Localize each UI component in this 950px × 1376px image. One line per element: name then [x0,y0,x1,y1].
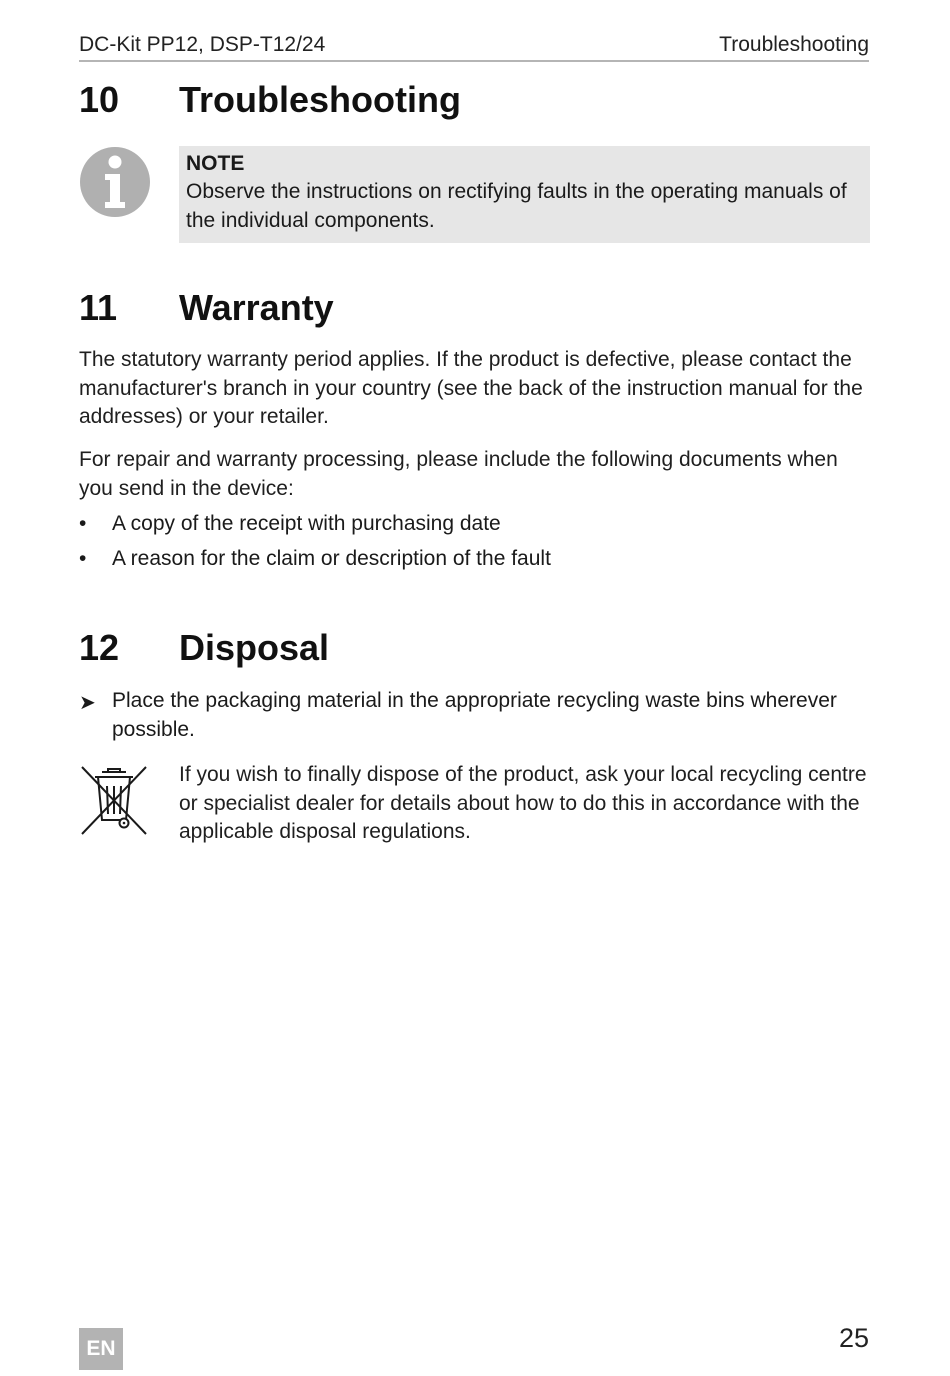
list-item-text: A copy of the receipt with purchasing date [112,512,501,535]
warranty-paragraph-1: The statutory warranty period applies. If the product is defective, please contact the manufacturer's branch in your country (see the back of the instruction manual for the addresses) or your retailer. [79,348,863,428]
header-chapter: Troubleshooting [719,33,869,56]
arrow-right-icon: ➤ [79,692,96,714]
heading-title: Troubleshooting [179,79,461,120]
heading-number: 12 [79,627,120,668]
bullet-icon: • [79,547,87,570]
crossed-bin-icon [80,764,148,836]
language-badge: EN [79,1328,123,1370]
warranty-paragraph-2: For repair and warranty processing, please include the following documents when you send in the device: [79,448,838,500]
header-product: DC-Kit PP12, DSP-T12/24 [79,33,326,56]
note-title: NOTE [186,152,245,175]
running-header [79,32,869,62]
heading-number: 11 [79,287,118,328]
list-item-text: A reason for the claim or description of the fault [112,547,551,570]
note-text: Observe the instructions on rectifying faults in the operating manuals of the individual components. [186,180,847,232]
bullet-icon: • [79,512,87,535]
heading-number: 10 [79,79,120,120]
heading-title: Warranty [179,287,334,328]
heading-title: Disposal [179,627,330,668]
disposal-paragraph: If you wish to finally dispose of the product, ask your local recycling centre or specialist dealer for details about how to do this in accordance with the applicable disposal regulations. [179,763,867,843]
info-icon [79,146,151,218]
page-number: 25 [838,1323,869,1353]
note-box [179,146,870,243]
instruction-text: Place the packaging material in the appropriate recycling waste bins wherever possible. [112,689,837,741]
